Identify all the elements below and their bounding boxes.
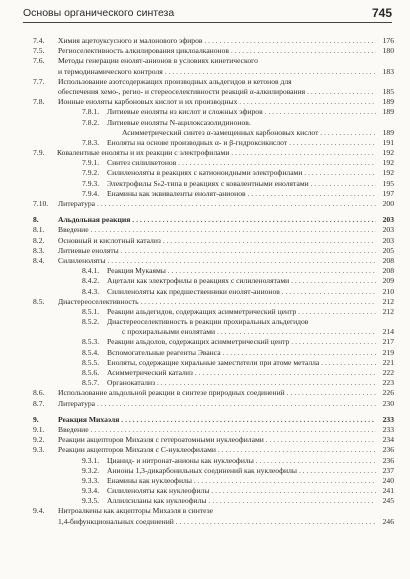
toc-page-number: 191 [382, 137, 394, 147]
toc-row [0, 378, 410, 388]
toc-row [0, 456, 410, 466]
toc-entry-title: с прохиральными енолятами . . . [122, 327, 376, 337]
toc-number: 9.3. [33, 445, 45, 455]
toc-page-number: 219 [382, 347, 394, 357]
toc-chapter-row [0, 215, 410, 225]
toc-page-number: 230 [382, 398, 394, 408]
toc-page-number: 237 [382, 465, 394, 475]
toc-row [0, 445, 410, 455]
toc-page-number: 240 [382, 475, 394, 485]
toc-row [0, 256, 410, 266]
toc-number: 9.1. [33, 424, 45, 434]
toc-entry-title: Химия ацетоуксусного и малонового эфиров . . . [58, 36, 376, 46]
toc-number: 8.5.5. [82, 357, 100, 367]
toc-page-number: 246 [382, 516, 394, 526]
toc-page-number: 226 [382, 388, 394, 398]
toc-row [0, 67, 410, 77]
toc-entry-title: Асимметрический синтез α-замещенных карбоновых кислот . . . [122, 128, 376, 138]
running-header [23, 6, 392, 23]
toc-entry-title: и термодинамического контроля . . . [58, 67, 376, 77]
toc-page-number: 209 [382, 276, 394, 286]
toc-page-number: 217 [382, 337, 394, 347]
toc-page-number: 221 [382, 357, 394, 367]
toc-number: 8.5.2. [82, 317, 100, 327]
toc-number: 8.5.3. [82, 337, 100, 347]
toc-page-number: 236 [382, 445, 394, 455]
toc-row [0, 287, 410, 297]
toc-page-number: 203 [382, 235, 394, 245]
toc-entry-title: Силиленоляты как предшественники енолят-анионов . . . [107, 287, 376, 297]
toc-row [0, 168, 410, 178]
toc-page-number: 205 [382, 245, 394, 255]
toc-number: 9.3.4. [82, 486, 100, 496]
toc-page-number: 192 [382, 148, 394, 158]
toc-number: 8.5.1. [82, 306, 100, 316]
toc-row [0, 158, 410, 168]
toc-entry-title: Реакции акцепторов Михаэля с гетероатомными нуклеофилами . . . [58, 435, 376, 445]
table-of-contents [0, 36, 410, 527]
toc-page-number: 192 [382, 158, 394, 168]
toc-page-number: 241 [382, 486, 394, 496]
toc-number: 8.3. [33, 245, 45, 255]
toc-entry-title: Диастереоселективность . . . [58, 297, 376, 307]
toc-entry-title: Реакции альдегидов, содержащих асимметрический центр . . . [107, 307, 376, 317]
toc-row [0, 46, 410, 56]
toc-number: 7.8.2. [82, 117, 100, 127]
toc-page-number: 214 [382, 327, 394, 337]
toc-number: 7.10. [33, 199, 49, 208]
toc-entry-title: Силиленоляты в реакциях с катионоидными электрофилами . . . [107, 168, 376, 178]
toc-row [0, 236, 410, 246]
toc-entry-title: Еноляты, содержащие хиральные заместители при атоме металла . . . [107, 358, 376, 368]
toc-number: 9. [33, 414, 39, 424]
toc-page-number: 200 [382, 199, 394, 208]
toc-number: 7.5. [33, 46, 45, 56]
toc-entry-title: Нитроалкены как акцепторы Михаэля в синтезе [58, 506, 213, 516]
toc-page-number: 210 [382, 286, 394, 296]
toc-row [0, 56, 410, 66]
toc-entry-title: Диастереоселективность в реакции прохиральных альдегидов [107, 317, 309, 327]
toc-number: 7.8.3. [82, 137, 100, 147]
toc-page-number: 195 [382, 178, 394, 188]
toc-page-number: 183 [382, 66, 394, 76]
toc-number: 8.5.7. [82, 378, 100, 388]
toc-page-number: 185 [382, 86, 394, 96]
toc-row [0, 388, 410, 398]
toc-number: 9.3.3. [82, 475, 100, 485]
toc-row [0, 506, 410, 516]
toc-row [0, 358, 410, 368]
toc-entry-title: Асимметрический катализ . . . [107, 368, 376, 378]
toc-row [0, 36, 410, 46]
toc-page-number: 236 [382, 455, 394, 465]
toc-number: 7.9.2. [82, 168, 100, 178]
toc-number: 9.3.1. [82, 455, 100, 465]
toc-page-number: 222 [382, 368, 394, 377]
toc-page-number: 189 [382, 127, 394, 137]
toc-entry-title: Силиленоляты . . . [58, 256, 376, 266]
toc-row [0, 425, 410, 435]
toc-number: 8.4.3. [82, 286, 100, 296]
toc-entry-title: Синтез силилкетонов . . . [107, 158, 376, 168]
toc-row [0, 199, 410, 209]
toc-entry-title: Силиленоляты как нуклеофилы . . . [107, 486, 376, 496]
toc-row [0, 246, 410, 256]
toc-entry-title: Использование азотсодержащих производных альдегидов и кетонов для [58, 76, 292, 86]
toc-entry-title: Использование альдольной реакции в синтезе природных соединений . . . [58, 388, 376, 398]
toc-entry-title: Органокатализ . . . [107, 378, 376, 388]
toc-row [0, 327, 410, 337]
toc-number: 7.9.1. [82, 158, 100, 168]
toc-row [0, 128, 410, 138]
toc-row [0, 297, 410, 307]
toc-entry-title: Основный и кислотный катализ . . . [58, 236, 376, 246]
toc-row [0, 317, 410, 327]
toc-page-number: 245 [382, 496, 394, 506]
toc-entry-title: Литература . . . [58, 399, 376, 409]
toc-page-number: 203 [382, 225, 394, 235]
toc-number: 7.6. [33, 56, 45, 66]
toc-entry-title: Ацетали как электрофилы в реакциях с силиленолятами . . . [107, 276, 376, 286]
toc-entry-title: Литература . . . [58, 199, 376, 209]
toc-chapter-row [0, 415, 410, 425]
toc-row [0, 276, 410, 286]
toc-number: 8.2. [33, 235, 45, 245]
toc-entry-title: Альдольная реакция . . . [58, 215, 376, 225]
toc-entry-title: Литиевые еноляты из кислот и сложных эфиров . . . [107, 107, 376, 117]
toc-entry-title: Введение . . . [58, 425, 376, 435]
toc-number: 8.5.4. [82, 347, 100, 357]
toc-page-number: 189 [382, 97, 394, 107]
toc-row [0, 148, 410, 158]
toc-entry-title: Электрофилы Sₙ2-типа в реакциях с ковалентными енолятами . . . [107, 179, 376, 189]
toc-page-number: 176 [382, 36, 394, 45]
toc-entry-title: Цианид- и нитронат-анионы как нуклеофилы . . . [107, 456, 376, 466]
toc-entry-title: Литиевые еноляты . . . [58, 246, 376, 256]
toc-page-number: 234 [382, 435, 394, 445]
toc-number: 7.7. [33, 76, 45, 86]
toc-number: 8.4.1. [82, 266, 100, 276]
toc-row [0, 87, 410, 97]
toc-row [0, 118, 410, 128]
toc-number: 8.5.6. [82, 368, 100, 377]
toc-page-number: 233 [382, 414, 394, 424]
toc-entry-title: Еноляты на основе производных α- и β-гидроксикислот . . . [107, 138, 376, 148]
toc-row [0, 107, 410, 117]
toc-row [0, 189, 410, 199]
toc-entry-title: Реакция Мукаямы . . . [107, 266, 376, 276]
toc-number: 8.4.2. [82, 276, 100, 286]
toc-entry-title: Анионы 1,3-дикарбонильных соединений как нуклеофилы . . . [107, 466, 376, 476]
toc-entry-title: Ионные еноляты карбоновых кислот и их производных . . . [58, 97, 376, 107]
toc-number: 7.9.3. [82, 178, 100, 188]
running-header-title: Основы органического синтеза [23, 7, 175, 19]
toc-row [0, 517, 410, 527]
toc-number: 7.9.4. [82, 188, 100, 198]
toc-number: 7.9. [33, 148, 45, 158]
toc-row [0, 266, 410, 276]
toc-row [0, 97, 410, 107]
toc-entry-title: Реакция Михаэля . . . [58, 415, 376, 425]
toc-number: 8.6. [33, 388, 45, 398]
toc-entry-title: Ковалентные еноляты и их реакции с электрофилами . . . [57, 148, 376, 158]
toc-number: 7.4. [33, 36, 45, 45]
toc-row [0, 486, 410, 496]
toc-entry-title: Енамины как эквиваленты енолят-анионов . . . [107, 189, 376, 199]
toc-row [0, 399, 410, 409]
toc-row [0, 307, 410, 317]
toc-page-number: 180 [382, 46, 394, 56]
toc-row [0, 225, 410, 235]
toc-row [0, 476, 410, 486]
toc-entry-title: Введение . . . [58, 225, 376, 235]
toc-row [0, 348, 410, 358]
toc-page-number: 233 [382, 424, 394, 434]
toc-number: 9.3.2. [82, 465, 100, 475]
toc-number: 8. [33, 215, 39, 225]
toc-entry-title: Реакции акцепторов Михаэля с C-нуклеофилами . . . [58, 445, 376, 455]
toc-entry-title: Литиевые еноляты N-ацилоксазолидинонов. [107, 117, 251, 127]
toc-entry-title: обеспечения хемо-, регио- и стереоселективности реакций α-алкилирования . . . [58, 87, 376, 97]
toc-row [0, 77, 410, 87]
toc-page-number: 197 [382, 188, 394, 198]
toc-number: 8.4. [33, 255, 45, 265]
toc-number: 8.1. [33, 225, 45, 235]
toc-row [0, 179, 410, 189]
toc-number: 8.5. [33, 296, 45, 306]
toc-page-number: 189 [382, 107, 394, 117]
toc-number: 7.8.1. [82, 107, 100, 117]
toc-row [0, 435, 410, 445]
toc-entry-title: Вспомогательные реагенты Эванса . . . [107, 348, 376, 358]
toc-page-number: 223 [382, 378, 394, 388]
toc-entry-title: Региоселективность алкилирования циклоалканонов . . . [58, 46, 376, 56]
toc-entry-title: Енамины как нуклеофилы . . . [107, 476, 376, 486]
toc-entry-title: Реакции альдолов, содержащих асимметрический центр . . . [107, 337, 376, 347]
toc-entry-title: Аллилсиланы как нуклеофилы . . . [107, 496, 376, 506]
toc-page-number: 208 [382, 255, 394, 265]
toc-page-number: 192 [382, 168, 394, 178]
toc-number: 9.4. [33, 506, 45, 516]
toc-number: 9.2. [33, 435, 45, 445]
toc-page-number: 203 [382, 215, 394, 225]
toc-number: 7.8. [33, 97, 45, 107]
toc-page-number: 208 [382, 266, 394, 276]
toc-number: 8.7. [33, 398, 45, 408]
toc-page-number: 212 [382, 306, 394, 316]
toc-row [0, 466, 410, 476]
page-number: 745 [371, 6, 392, 20]
toc-row [0, 496, 410, 506]
toc-entry-title: 1,4-бифункциональных соединений . . . [58, 517, 376, 527]
toc-row [0, 368, 410, 378]
toc-row [0, 138, 410, 148]
toc-number: 9.3.5. [82, 496, 100, 506]
toc-page-number: 212 [382, 296, 394, 306]
toc-row [0, 337, 410, 347]
toc-entry-title: Методы генерации енолят-анионов в условиях кинетического [58, 56, 258, 66]
